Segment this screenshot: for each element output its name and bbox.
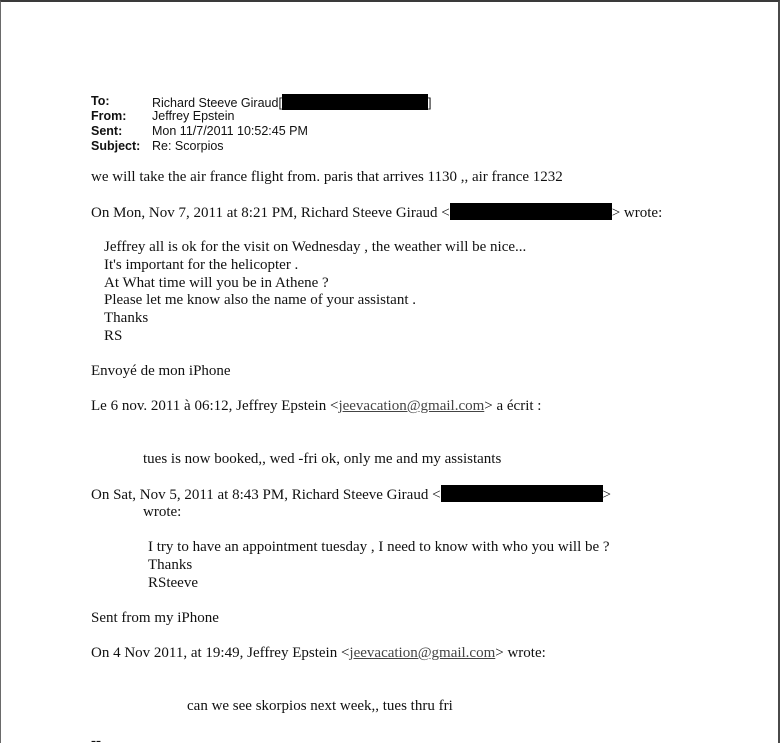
subject-value: Re: Scorpios [152, 139, 224, 153]
email-link[interactable]: jeevacation@gmail.com [338, 398, 485, 414]
quote3-attribution [91, 485, 611, 504]
quote2-attribution [91, 397, 541, 415]
redaction-bar [450, 203, 612, 220]
quote3-line: Thanks [148, 557, 193, 573]
redaction-bar [282, 94, 428, 110]
quote3-wrote: wrote: [143, 504, 182, 520]
signature-separator: -- [91, 733, 101, 749]
quote3-pre: On Sat, Nov 5, 2011 at 8:43 PM, Richard Steeve Giraud < [91, 487, 441, 503]
quote4-attribution [91, 644, 546, 662]
quote1-line: RS [104, 328, 123, 344]
sent-label: Sent: [91, 124, 123, 138]
from-value: Jeffrey Epstein [152, 109, 235, 123]
quote4-post: > wrote: [495, 645, 546, 661]
reply-2: tues is now booked,, wed -fri ok, only me and my assistants [143, 451, 502, 467]
sent-value: Mon 11/7/2011 10:52:45 PM [152, 124, 308, 138]
quote1-line: Jeffrey all is ok for the visit on Wednesday , the weather will be nice... [104, 239, 527, 255]
signature-2: Sent from my iPhone [91, 610, 219, 626]
quote1-line: Thanks [104, 310, 149, 326]
quote2-pre: Le 6 nov. 2011 à 06:12, Jeffrey Epstein < [91, 398, 339, 414]
quote1-line: At What time will you be in Athene ? [104, 275, 329, 291]
redaction-bar [441, 485, 603, 502]
quote1-pre: On Mon, Nov 7, 2011 at 8:21 PM, Richard Steeve Giraud < [91, 205, 450, 221]
reply-4: can we see skorpios next week,, tues thru fri [187, 698, 453, 714]
quote3-line: RSteeve [148, 575, 198, 591]
to-label: To: [91, 94, 110, 108]
quote3-close: > [602, 487, 611, 503]
quote3-line: I try to have an appointment tuesday , I need to know with who you will be ? [148, 539, 610, 555]
to-close-bracket: ] [427, 96, 432, 110]
body-line-1: we will take the air france flight from. paris that arrives 1130 ,, air france 1232 [91, 169, 563, 185]
quote2-post: > a écrit : [484, 398, 542, 414]
signature-1: Envoyé de mon iPhone [91, 363, 231, 379]
quote1-post: > wrote: [611, 205, 663, 221]
quote4-pre: On 4 Nov 2011, at 19:49, Jeffrey Epstein < [91, 645, 350, 661]
quote1-line: It's important for the helicopter . [104, 257, 299, 273]
quote1-attribution [91, 203, 662, 222]
from-label: From: [91, 109, 127, 123]
quote1-line: Please let me know also the name of your assistant . [104, 292, 417, 308]
to-name: Richard Steeve Giraud[ [152, 96, 282, 110]
subject-label: Subject: [91, 139, 141, 153]
email-link[interactable]: jeevacation@gmail.com [349, 645, 496, 661]
